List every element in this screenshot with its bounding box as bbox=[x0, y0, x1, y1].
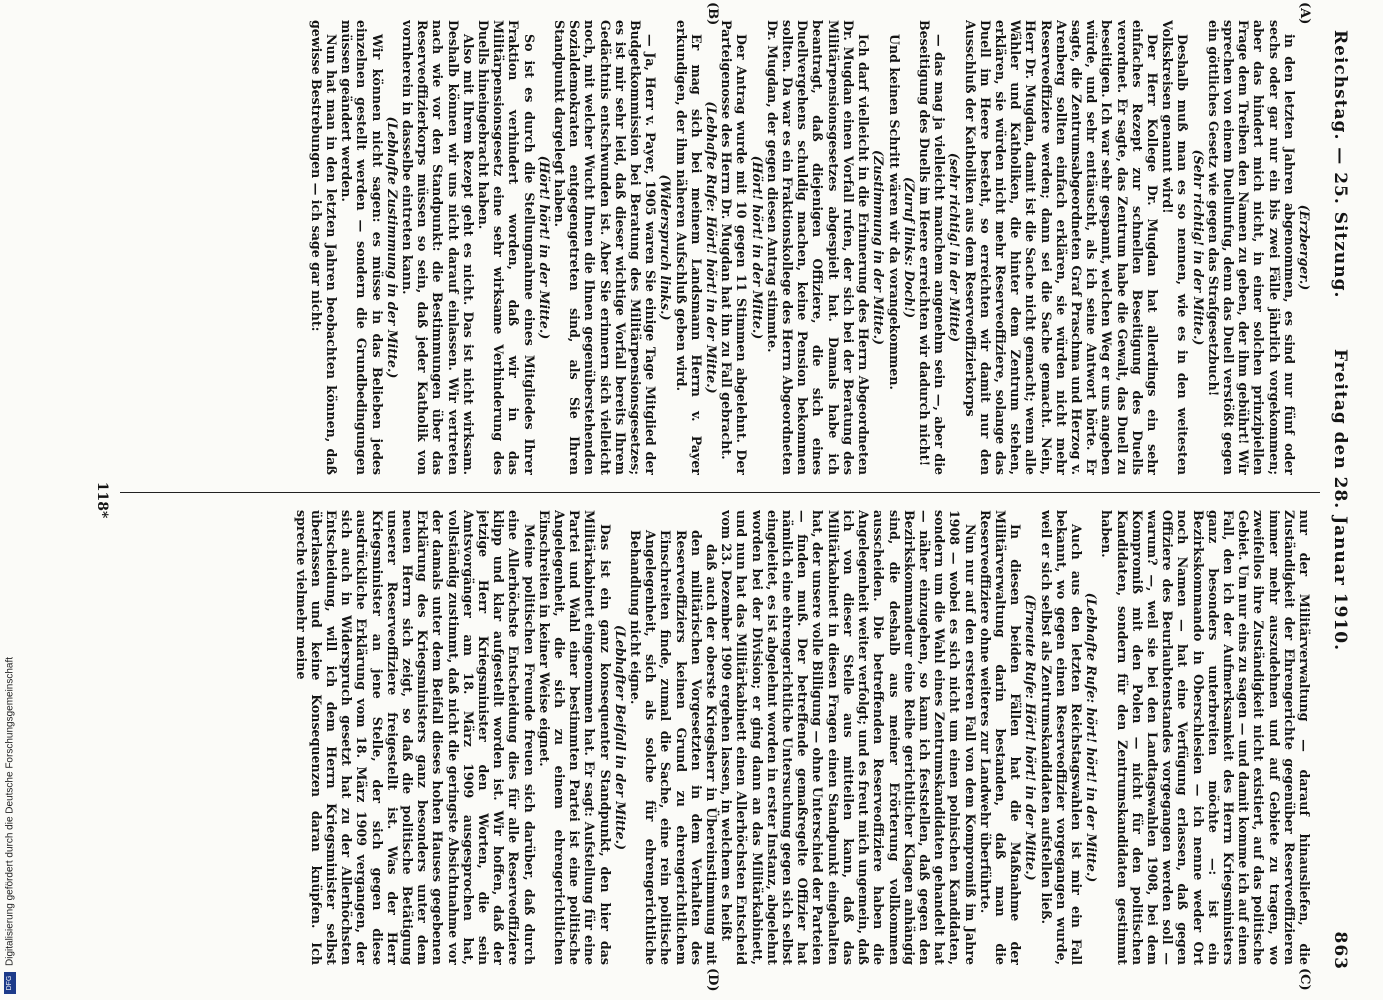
running-head-left: Reichstag. — 25. Sitzung. bbox=[1330, 30, 1350, 299]
interjection: (Widerspruch links.) bbox=[658, 174, 674, 321]
interjection: (Erneute Rufe: Hört! hört! in der Mitte.) bbox=[1023, 594, 1039, 881]
paragraph: Das ist ein ganz konsequenter Standpunkt, den hier das Militärkabinett eingenommen hat. Er sagt: Aufstellung für eine Partei und Wahl einer bestimmten Partei ist eine politische Angelegenheit, die sich zu einem ehrengerichtlichen Einschreiten in keiner Weise eignet. bbox=[536, 510, 613, 965]
margin-marker-a: (A) bbox=[1297, 2, 1312, 25]
interjection: (Sehr richtig! in der Mitte.) bbox=[1190, 149, 1206, 346]
paragraph: Deshalb muß man es so nennen, wie es in den weitesten Volkskreisen genannt wird! bbox=[1160, 20, 1191, 475]
margin-marker-b: (B) bbox=[705, 2, 720, 26]
paragraph: Wir können nicht sagen: es müsse in das Belieben jedes einzelnen gestellt werden — sondern die Grundbedingungen müssen geändert werden. bbox=[339, 20, 385, 475]
paragraph: Meine politischen Freunde freuen sich darüber, daß durch eine Allerhöchste Entscheidung dies für alle Reserveoffiziere klipp und klar aufgestellt worden ist. Wir hoffen, daß der jetzige Herr Kriegsminister den Worten, die sein Amtsvorgänger am 18. März 1909 ausgesprochen hat, vollständig zustimmt, daß nicht die geringste Absichtnahme vor der damals unter dem Beifall dieses hohen Hauses gegebenen Erklärung des Kriegsministers ganz besonders unter dem neuen Herrn sich zeigt, so daß die politische Betätigung unserer Reserveoffiziere freigestellt ist. Was der Herr Kriegsminister an jene Stelle, der sich gegen diese ausdrückliche Erklärung vom 18. März 1909 vergangen, der sich auch in Widerspruch gesetzt hat zu der Allerhöchsten Entscheidung, will ich dem Herrn Kriegsminister selbst überlassen und keine Konsequenzen daran knüpfen. Ich spreche vielmehr meine bbox=[293, 510, 537, 965]
column-divider bbox=[120, 492, 1320, 493]
interjection: (Zustimmung in der Mitte.) bbox=[871, 149, 887, 346]
interjection: (Lebhafte Rufe: Hört! hört! in der Mitte.) bbox=[704, 101, 720, 394]
paragraph: Der Herr Kollege Dr. Mugdan hat allerdings ein sehr einfaches Rezept zur schnellen Beseitigung des Duells verordnet. Er sagte, das Zentrum habe die Gewalt, das Duell zu beseitigen. Ich war sehr gespannt, welchen Weg er uns angeben würde, und sehr enttäuscht, als ich seine Antwort hörte. Er sagte, die Zentrumsabgeordneten Graf Praschma und Herzog v. Arenberg sollten einfach erklären, sie würden nicht mehr Reserveoffiziere werden; dann sei die Sache gemacht. Nein, Herr Dr. Mugdan, damit ist die Sache nicht gemacht; wenn alle Wähler und Katholiken, die hinter dem Zentrum stehen, erklären, sie würden nicht mehr Reserveoffiziere, solange das Duell im Heere besteht, so erreichten wir damit nur den Ausschluß der Katholiken aus dem Reserveoffizierkorps bbox=[962, 20, 1160, 475]
interjection: (Zuruf links: Doch!) bbox=[901, 176, 917, 319]
paragraph: Also mit Ihrem Rezept geht es nicht. Das ist nicht wirksam. Deshalb können wir uns nicht darauf einlassen. Wir vertreten nach wie vor den Standpunkt: die Bestimmungen über das Reserveoffizierkorps müssen so sein, daß jeder Katholik von vornherein in dasselbe eintreten kann. bbox=[400, 20, 476, 475]
paragraph: In diesen beiden Fällen hat die Maßnahme der Militärverwaltung darin bestanden, daß man die Reserveoffiziere ohne weiteres zur Landwehr überführte. bbox=[977, 510, 1024, 965]
running-head bbox=[1322, 30, 1350, 970]
paragraph: So ist es durch die Stellungnahme eines Mitgliedes Ihrer Fraktion verhindert worden, daß wir in das Militärpensionsgesetz eine sehr wirksame Verhinderung des Duells hineingebracht haben. bbox=[476, 20, 537, 475]
interjection: (Hört! hört! in der Mitte.) bbox=[536, 155, 552, 340]
left-text-column bbox=[122, 20, 1312, 475]
paragraph: Nun hat man in den letzten Jahren beobachten können, daß gewisse Bestrebungen — ich sage gar nicht: bbox=[308, 20, 339, 475]
paragraph: — das mag ja vielleicht manchem angenehm sein —, aber die Beseitigung des Duells im Heere erreichten wir dadurch nicht! bbox=[916, 20, 948, 475]
quotation: daß auch der oberste Kriegsherr in Übereinstimmung mit den militärischen Vorgesetzten in dem Verhalten des Reserveoffiziers keinen Grund zu ehrengerichtlichem Einschreiten finde, zumal die Sache, eine rein politische Angelegenheit, sich als solche für ehrengerichtliche Behandlung nicht eigne. bbox=[628, 530, 720, 965]
paragraph: Und keinen Schritt wären wir da vorangekommen. bbox=[886, 34, 902, 390]
interjection: (Lebhafter Beifall in der Mitte.) bbox=[612, 624, 628, 851]
margin-marker-d: (D) bbox=[705, 968, 720, 992]
paragraph: — Ja, Herr v. Payer, 1905 waren Sie einige Tage Mitglied der Budgetkommission bei Beratung des Militärpensionsgesetzes; es ist mir sehr leid, daß dieser wichtige Vorfall bereits Ihrem Gedächtnis entschwunden ist. Aber Sie erinnern sich vielleicht noch, mit welcher Wucht Ihnen die Ihnen gegenüberstehenden Sozialdemokraten entgegengetreten sind, als Sie Ihren Standpunkt dargelegt haben. bbox=[552, 20, 659, 475]
interjection: (Hört! hört! in der Mitte.) bbox=[749, 155, 765, 340]
interjection: (sehr richtig! in der Mitte) bbox=[947, 152, 963, 343]
paragraph: Der Antrag wurde mit 10 gegen 11 Stimmen abgelehnt. Der Parteigenosse des Herrn Dr. Mugdan hat ihn zu Fall gebracht. bbox=[719, 20, 750, 475]
margin-marker-c: (C) bbox=[1297, 968, 1312, 991]
credit-text: Digitalisierung gefördert durch die Deutsche Forschungsgemeinschaft bbox=[4, 656, 16, 966]
right-text-column bbox=[122, 510, 1312, 965]
paragraph: Nun nur auf den ersteren Fall von dem Kompromiß im Jahre 1908 — wobei es sich nicht um einen polnischen Kandidaten, sondern um die Wahl eines Zentrumskandidaten gehandelt hat — näher einzugehen, so kann ich feststellen, daß gegen den Bezirkskommandeur eine Reihe gerichtlicher Klagen anhängig sind, die deshalb aus meiner Erörterung vollkommen ausscheiden. Die betreffenden Reserveoffiziere haben die Angelegenheit weiter verfolgt; und es freut mich ungemein, daß ich von dieser Stelle aus mitteilen kann, daß das Militärkabinett in diesen Fragen einen Standpunkt eingehalten hat, der unsere volle Billigung — ohne Unterschied der Parteien — finden muß. Der betreffende gemaßregelte Offizier hat nämlich eine ehrengerichtliche Untersuchung gegen sich selbst eingeleitet, es ist abgelehnt worden in erster Instanz, abgelehnt worden bei der Division; er ging dann an das Militärkabinett, und nun hat das Militärkabinett einen Allerhöchsten Entscheid vom 23. Dezember 1909 ergehen lassen, in welchem es heißt bbox=[719, 510, 978, 965]
paragraph: nur der Militärverwaltung — darauf hinausliefen, die Zuständigkeit der Ehrengerichte gegenüber Reserveoffizieren immer mehr auszudehnen und auf Gebiete zu tragen, wo zweifellos ihre Zuständigkeit nicht existiert, auf das politische Gebiet. Um nur eins zu sagen — und damit komme ich auf einen Fall, den ich der Aufmerksamkeit des Herrn Kriegsministers ganz besonders unterbreiten möchte —: ist ein Bezirkskommando in Oberschlesien — ich nenne weder Ort noch Namen — hat eine Verfügung erlassen, daß gegen Offiziere des Beurlaubtenstandes vorgegangen werden soll — warum? —, weil sie bei den Landtagswahlen 1908, bei dem Kompromiß mit den Polen — nicht für den politischen Kandidaten, sondern für den Zentrumskandidaten gestimmt haben. bbox=[1099, 510, 1312, 965]
interjection: (Erzberger.) bbox=[1297, 204, 1312, 291]
paragraph: Auch aus den letzten Reichstagswahlen ist mir ein Fall bekannt, wo gegen einen Reserveoffizier vorgegangen wurde, weil er sich selbst als Zentrumskandidaten aufstellen ließ. bbox=[1038, 510, 1084, 965]
paragraph: in den letzten Jahren abgenommen, es sind nur fünf oder sechs oder gar nur ein bis zwei Fälle jährlich vorgekommen; aber das hindert mich nicht, in einer solchen prinzipiellen Frage dem Treiben den Namen zu geben, der ihm gebührt! Wir sprechen von einem Duellunfug, denn das Duell verstößt gegen ein göttliches Gesetz wie gegen das Strafgesetzbuch! bbox=[1205, 20, 1297, 475]
running-head-date: Freitag den 28. Januar 1910. bbox=[1330, 348, 1350, 652]
sheet-signature: 118* bbox=[94, 481, 110, 519]
page-number: 863 bbox=[1330, 931, 1350, 970]
paragraph: Er mag sich bei meinem Landsmann Herrn v. Payer erkundigen, der ihm näheren Aufschluß geben wird. bbox=[673, 20, 704, 475]
interjection: (Lebhafte Rufe: hört! hört! in der Mitte.) bbox=[1084, 592, 1100, 883]
rotated-page-content bbox=[60, 0, 1360, 1000]
digitization-credit bbox=[0, 0, 26, 1000]
dfg-logo: DFG bbox=[4, 972, 16, 994]
paragraph: Ich darf vielleicht in die Erinnerung des Herrn Abgeordneten Dr. Mugdan einen Vorfall rufen, der sich bei der Beratung des Militärpensionsgesetzes abgespielt hat. Damals habe ich beantragt, daß diejenigen Offiziere, die sich eines Duellvergehens schuldig machen, keine Pension bekommen sollten. Da war es ein Fraktionskollege des Herrn Abgeordneten Dr. Mugdan, der gegen diesen Antrag stimmte. bbox=[764, 20, 872, 475]
interjection: (Lebhafte Zustimmung in der Mitte.) bbox=[384, 116, 400, 379]
